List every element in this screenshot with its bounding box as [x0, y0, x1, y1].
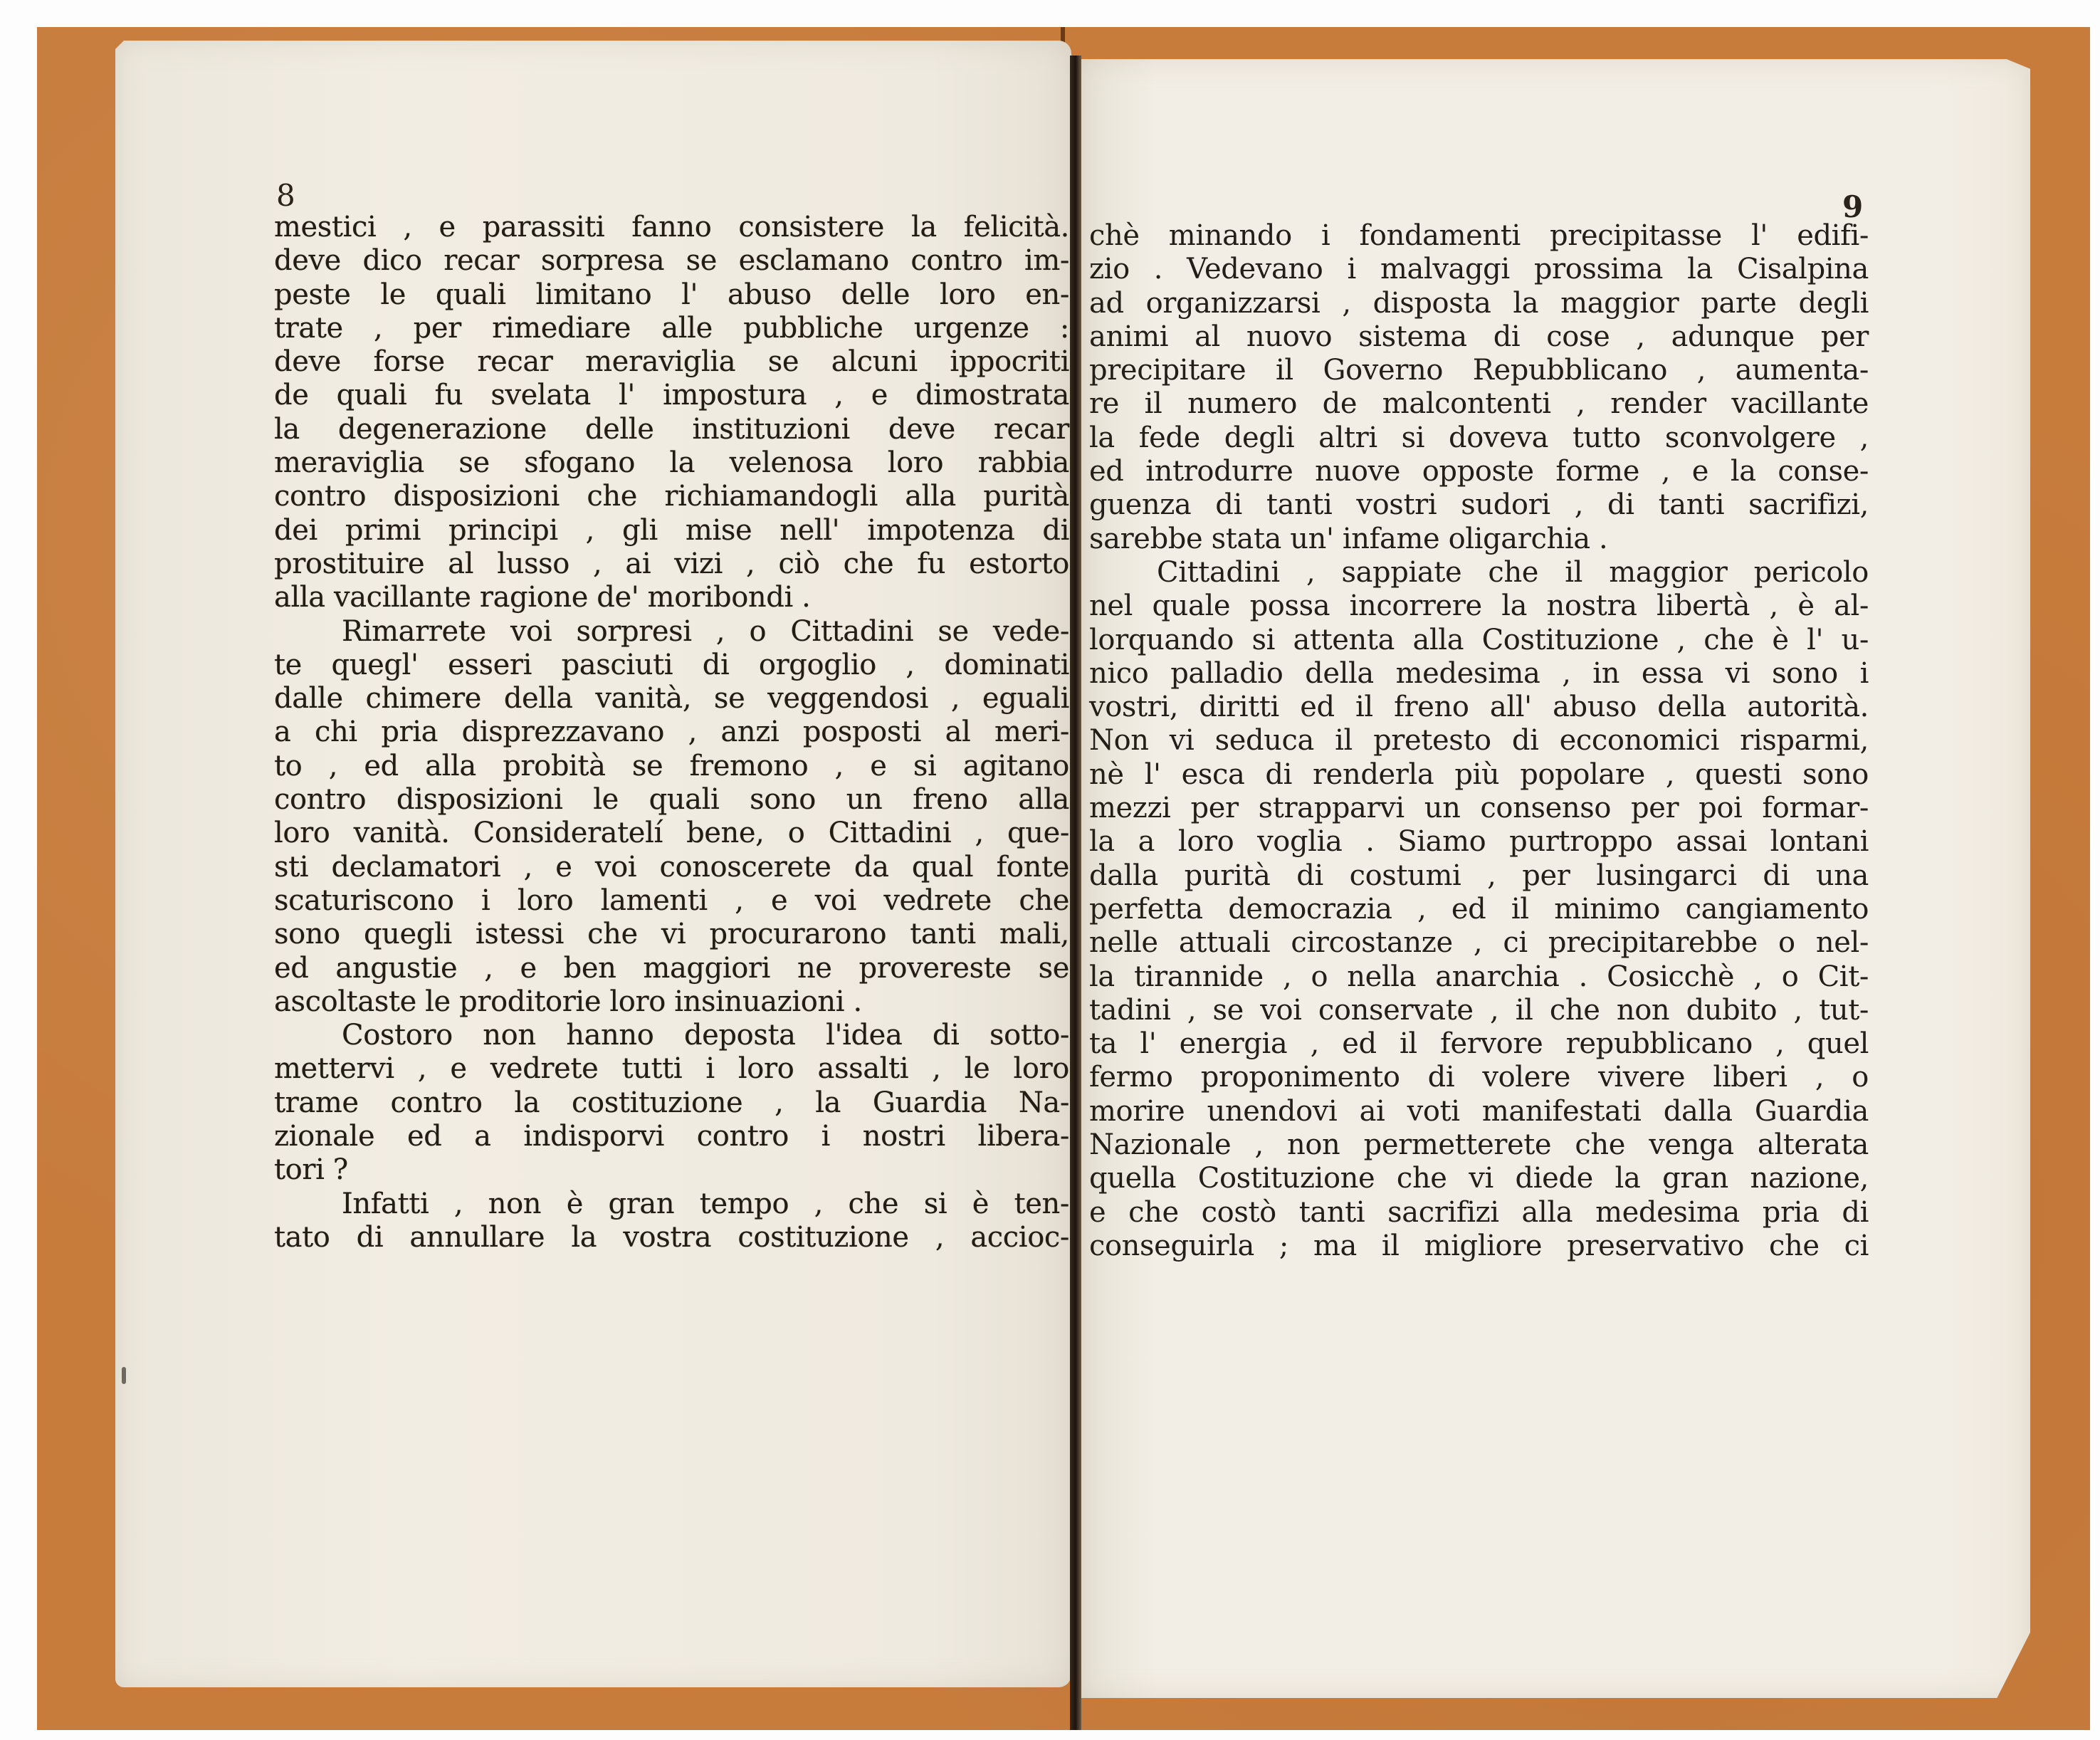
text-line: ad organizzarsi , disposta la maggior parte degli	[1089, 286, 1869, 320]
text-line: Nazionale , non permetterete che venga alterata	[1089, 1128, 1869, 1162]
text-line: mestici , e parassiti fanno consistere la felicità.	[274, 211, 1069, 243]
text-line: la fede degli altri si doveva tutto sconvolgere ,	[1089, 421, 1869, 454]
text-line: zionale ed a indisporvi contro i nostri libera-	[274, 1120, 1069, 1153]
text-line: re il numero de malcontenti , render vacillante	[1089, 387, 1869, 421]
text-line: prostituire al lusso , ai vizi , ciò che fu estorto	[274, 547, 1069, 580]
text-line: peste le quali limitano l' abuso delle loro en-	[274, 278, 1069, 311]
text-line: sarebbe stata un' infame oligarchia .	[1089, 522, 1608, 555]
right-page-text	[1089, 219, 1869, 1263]
text-line: mettervi , e vedrete tutti i loro assalti , le loro	[274, 1052, 1069, 1086]
spine-gutter	[1070, 56, 1081, 1730]
text-line: Infatti , non è gran tempo , che si è ten-	[342, 1187, 1069, 1220]
text-line: de quali fu svelata l' impostura , e dimostrata	[274, 379, 1069, 412]
text-line: guenza di tanti vostri sudori , di tanti sacrifizi,	[1089, 488, 1869, 522]
text-line: alla vacillante ragione de' moribondi .	[274, 581, 811, 614]
text-line: quella Costituzione che vi diede la gran nazione,	[1089, 1162, 1869, 1195]
page-number-left: 8	[276, 178, 295, 213]
text-line: sti declamatori , e voi conoscerete da qual fonte	[274, 850, 1069, 884]
text-line: nico palladio della medesima , in essa vi sono i	[1089, 656, 1869, 690]
text-line: meraviglia se sfogano la velenosa loro rabbia	[274, 446, 1069, 480]
text-line: contro disposizioni le quali sono un freno alla	[274, 783, 1069, 817]
page-number-right: 9	[1842, 189, 1864, 224]
text-line: ta l' energia , ed il fervore repubblicano , quel	[1089, 1027, 1869, 1061]
text-line: to , ed alla probità se fremono , e si agitano	[274, 749, 1069, 782]
text-line: la tirannide , o nella anarchia . Cosicchè , o Cit-	[1089, 960, 1869, 993]
text-line: zio . Vedevano i malvaggi prossima la Cisalpina	[1089, 253, 1869, 286]
text-line: ed angustie , e ben maggiori ne provereste se	[274, 951, 1069, 985]
text-line: animi al nuovo sistema di cose , adunque per	[1089, 320, 1869, 353]
text-line: scaturiscono i loro lamenti , e voi vedrete che	[274, 884, 1069, 917]
text-line: dalle chimere della vanità, se veggendosi , eguali	[274, 682, 1069, 716]
text-line: trame contro la costituzione , la Guardia Na-	[274, 1086, 1069, 1119]
text-line: dalla purità di costumi , per lusingarci di una	[1089, 859, 1869, 892]
ink-smudge	[122, 1367, 126, 1384]
text-line: lorquando si attenta alla Costituzione , che è l' u-	[1089, 623, 1869, 656]
text-line: te quegl' esseri pasciuti di orgoglio , dominati	[274, 648, 1069, 681]
text-line: Non vi seduca il pretesto di ecconomici risparmi,	[1089, 724, 1869, 758]
text-line: nelle attuali circostanze , ci precipitarebbe o nel-	[1089, 926, 1869, 960]
text-line: a chi pria disprezzavano , anzi posposti al meri-	[274, 716, 1069, 749]
text-line: ed introdurre nuove opposte forme , e la conse-	[1089, 455, 1869, 488]
text-line: e che costò tanti sacrifizi alla medesima pria di	[1089, 1195, 1869, 1229]
text-line: contro disposizioni che richiamandogli alla purità	[274, 480, 1069, 513]
text-line: vostri, diritti ed il freno all' abuso della autorità.	[1089, 691, 1869, 724]
text-line: ascoltaste le proditorie loro insinuazioni .	[274, 985, 862, 1018]
text-line: tori ?	[274, 1153, 348, 1187]
text-line: trate , per rimediare alle pubbliche urgenze :	[274, 311, 1069, 345]
text-line: morire unendovi ai voti manifestati dalla Guardia	[1089, 1094, 1869, 1128]
text-line: fermo proponimento di volere vivere liberi , o	[1089, 1061, 1869, 1094]
text-line: loro vanità. Consideratelí bene, o Cittadini , que-	[274, 817, 1069, 850]
text-line: perfetta democrazia , ed il minimo cangiamento	[1089, 892, 1869, 926]
text-line: conseguirla ; ma il migliore preservativo che ci	[1089, 1229, 1869, 1262]
text-line: Costoro non hanno deposta l'idea di sotto-	[342, 1019, 1069, 1052]
text-line: sono quegli istessi che vi procurarono tanti mali,	[274, 918, 1069, 951]
text-line: la degenerazione delle instituzioni deve recar	[274, 412, 1069, 446]
text-line: deve forse recar meraviglia se alcuni ippocriti	[274, 345, 1069, 379]
text-line: nè l' esca di renderla più popolare , questi sono	[1089, 758, 1869, 791]
text-line: Cittadini , sappiate che il maggior pericolo	[1157, 555, 1869, 589]
text-line: dei primi principi , gli mise nell' impotenza di	[274, 513, 1069, 547]
text-line: nel quale possa incorrere la nostra libertà , è al-	[1089, 589, 1869, 623]
text-line: precipitare il Governo Repubblicano , aumenta-	[1089, 354, 1869, 387]
text-line: la a loro voglia . Siamo purtroppo assai lontani	[1089, 825, 1869, 859]
text-line: deve dico recar sorpresa se esclamano contro im-	[274, 244, 1069, 278]
text-line: chè minando i fondamenti precipitasse l' edifi-	[1089, 219, 1869, 252]
text-line: tato di annullare la vostra costituzione , accioc-	[274, 1220, 1069, 1254]
left-page-text	[274, 211, 1069, 1254]
text-line: mezzi per strapparvi un consenso per poi formar-	[1089, 792, 1869, 825]
text-line: tadini , se voi conservate , il che non dubito , tut-	[1089, 993, 1869, 1027]
text-line: Rimarrete voi sorpresi , o Cittadini se vede-	[342, 614, 1069, 648]
